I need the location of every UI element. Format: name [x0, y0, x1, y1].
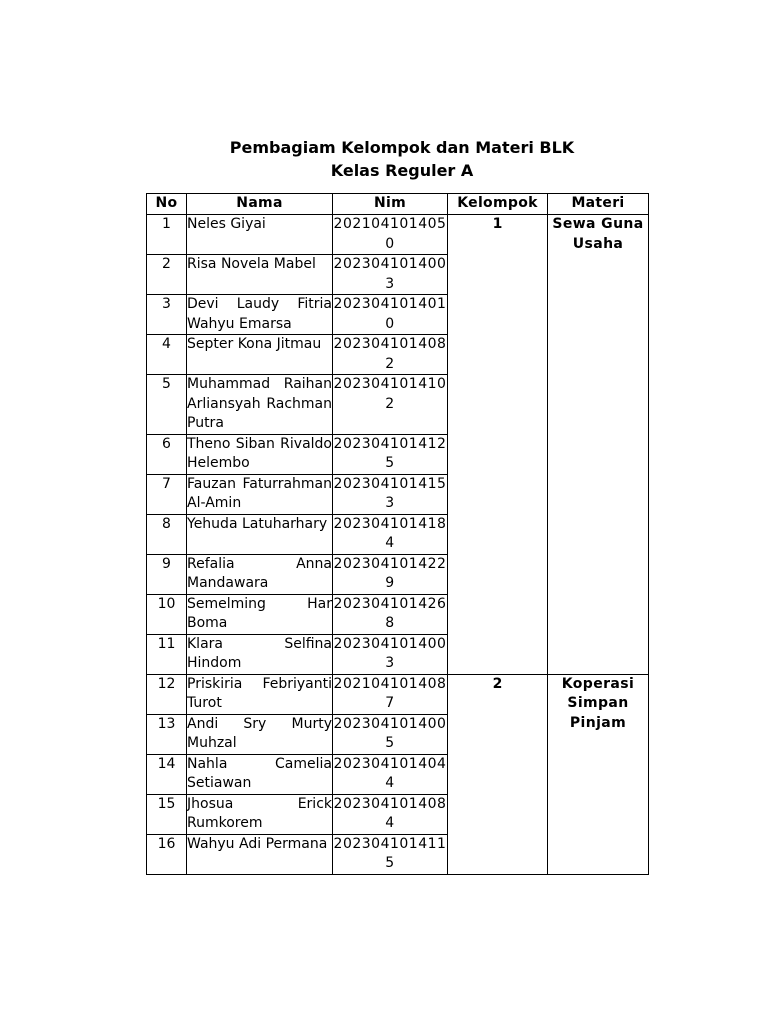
student-name: Andi Sry Murty Muhzal [187, 714, 333, 754]
header-no: No [147, 194, 187, 215]
student-nim: 2023041014125 [333, 434, 448, 474]
student-nim: 2023041014184 [333, 514, 448, 554]
row-number: 14 [147, 754, 187, 794]
student-name: Devi Laudy Fitria Wahyu Emarsa [187, 295, 333, 335]
student-name: Risa Novela Mabel [187, 255, 333, 295]
student-name: Neles Giyai [187, 215, 333, 255]
header-materi: Materi [548, 194, 649, 215]
student-nim: 2023041014153 [333, 474, 448, 514]
student-name: Septer Kona Jitmau [187, 335, 333, 375]
student-name: Klara Selfina Hindom [187, 634, 333, 674]
student-name: Yehuda Latuharhary [187, 514, 333, 554]
student-nim: 2023041014082 [333, 335, 448, 375]
student-nim: 2021041014050 [333, 215, 448, 255]
header-nama: Nama [187, 194, 333, 215]
student-nim: 2023041014102 [333, 375, 448, 435]
student-nim: 2023041014115 [333, 834, 448, 874]
document-subtitle: Kelas Reguler A [330, 161, 474, 180]
student-name: Priskiria Febriyanti Turot [187, 674, 333, 714]
row-number: 4 [147, 335, 187, 375]
row-number: 12 [147, 674, 187, 714]
row-number: 1 [147, 215, 187, 255]
student-name: Muhammad Raihan Arliansyah Rachman Putra [187, 375, 333, 435]
student-name: Fauzan Faturrahman Al-Amin [187, 474, 333, 514]
row-number: 3 [147, 295, 187, 335]
student-nim: 2023041014005 [333, 714, 448, 754]
row-number: 11 [147, 634, 187, 674]
student-nim: 2023041014003 [333, 634, 448, 674]
group-material-cell: Sewa Guna Usaha [548, 215, 649, 675]
student-nim: 2021041014087 [333, 674, 448, 714]
student-name: Semelming Har Boma [187, 594, 333, 634]
table-row [147, 215, 649, 255]
group-material-cell: Koperasi Simpan Pinjam [548, 674, 649, 874]
student-name: Jhosua Erick Rumkorem [187, 794, 333, 834]
student-nim: 2023041014229 [333, 554, 448, 594]
student-name: Theno Siban Rivaldo Helembo [187, 434, 333, 474]
student-nim: 2023041014268 [333, 594, 448, 634]
header-nim: Nim [333, 194, 448, 215]
student-nim: 2023041014044 [333, 754, 448, 794]
student-name: Refalia Anna Mandawara [187, 554, 333, 594]
row-number: 2 [147, 255, 187, 295]
group-assignment-table [146, 193, 649, 875]
student-name: Nahla Camelia Setiawan [187, 754, 333, 794]
row-number: 6 [147, 434, 187, 474]
student-nim: 2023041014003 [333, 255, 448, 295]
student-nim: 2023041014084 [333, 794, 448, 834]
row-number: 9 [147, 554, 187, 594]
document-title: Pembagiam Kelompok dan Materi BLK [229, 138, 575, 157]
table-row [147, 674, 649, 714]
row-number: 15 [147, 794, 187, 834]
group-number-cell: 1 [448, 215, 548, 675]
student-name: Wahyu Adi Permana [187, 834, 333, 874]
row-number: 16 [147, 834, 187, 874]
row-number: 13 [147, 714, 187, 754]
row-number: 8 [147, 514, 187, 554]
student-nim: 2023041014010 [333, 295, 448, 335]
row-number: 10 [147, 594, 187, 634]
row-number: 5 [147, 375, 187, 435]
group-number-cell: 2 [448, 674, 548, 874]
table-header-row [147, 194, 649, 215]
header-kelompok: Kelompok [448, 194, 548, 215]
row-number: 7 [147, 474, 187, 514]
